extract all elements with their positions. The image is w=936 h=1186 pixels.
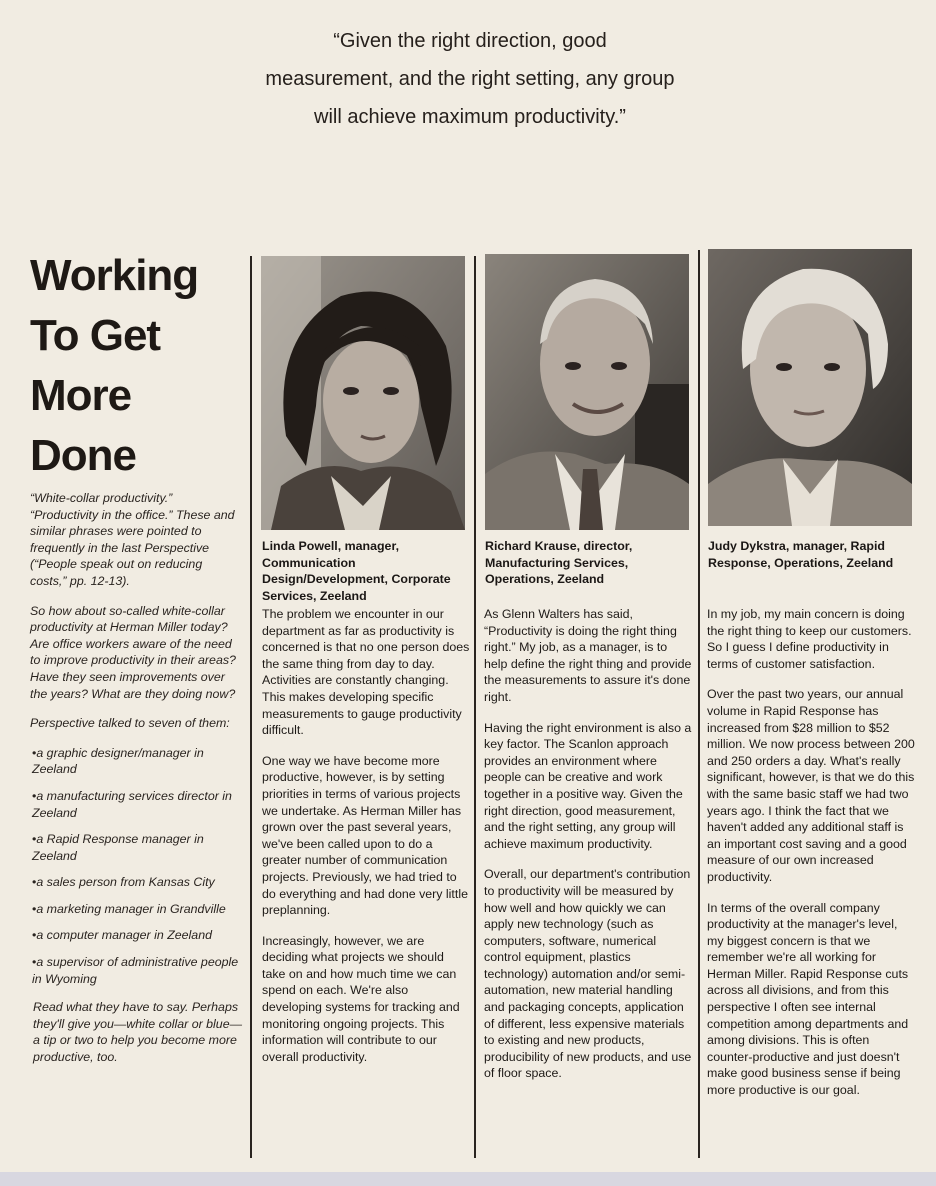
profile-paragraph: The problem we encounter in our department as far as productivity is concerned is that no one person does the same thing from day to day. Activities are constantly changing. This makes developing specific measurements to gauge productivity difficult. (262, 607, 470, 738)
column-rule (474, 256, 476, 1158)
intro-closing: Read what they have to say. Perhaps they'll give you—white collar or blue—a tip or two to help you become more productive, too. (33, 1000, 242, 1065)
page-bottom-edge (0, 1172, 936, 1186)
pull-quote-line: measurement, and the right setting, any group (265, 68, 675, 90)
profile-caption: Richard Krause, director, Manufacturing Services, Operations, Zeeland (485, 539, 633, 587)
profile-paragraph: Over the past two years, our annual volume in Rapid Response has increased from $28 million to $52 million. We now process between 200 and 250 orders a day. What's really significant, however, is that we do this with the same basic staff we had two years ago. I think the fact that we haven't added any additional staff is an important cost saving and a good measure of our own increased productivity. (707, 687, 915, 884)
profile-caption: Judy Dykstra, manager, Rapid Response, Operations, Zeeland (708, 539, 894, 570)
headline-line: Done (30, 431, 136, 480)
portrait-photo-linda-powell (261, 256, 465, 530)
column-rule (250, 256, 252, 1158)
pull-quote-line: “Given the right direction, good (333, 30, 607, 52)
column-rule (698, 250, 700, 1158)
intro-column (30, 490, 242, 1079)
intro-paragraph: Perspective talked to seven of them: (30, 716, 230, 731)
intro-paragraph: “White-collar productivity.” “Productivity in the office.” These and similar phrases were pointed to frequently in the last Perspective (“People speak out on reducing costs,” pp. 12-13). (30, 491, 235, 588)
intro-paragraph: So how about so-called white-collar productivity at Herman Miller today? Are office workers aware of the need to improve productivity in their areas? Have they seen improvements over the years? What are they doing now? (30, 603, 236, 701)
headline-line: More (30, 371, 132, 420)
profile-body (262, 606, 470, 1079)
profile-body (484, 606, 692, 1096)
profile-paragraph: In terms of the overall company productivity at the manager's level, my biggest concern is that we remember we're all working for Herman Miller. Rapid Response cuts across all divisions, and from this perspective I often see internal competition among departments and among divisions. This is often counter-productive and just doesn't make good business sense if being more productive is our goal. (707, 900, 909, 1098)
list-item: •a marketing manager in Grandville (32, 901, 226, 916)
profile-paragraph: In my job, my main concern is doing the right thing to keep our customers. So I guess I define productivity in terms of customer satisfaction. (707, 607, 912, 671)
headline-line: To Get (30, 311, 161, 360)
headline-line: Working (30, 251, 199, 300)
interviewee-list (30, 745, 242, 988)
profile-paragraph: Overall, our department's contribution to productivity will be measured by how well and how quickly we can apply new technology (such as computers, software, numerical control equipment, plastics technology) automation and/or semi-automation, new material handling and packaging concepts, application of different, less expensive materials to existing and new products, producibility of new products, and use of floor space. (484, 867, 692, 1081)
list-item: •a manufacturing services director in Zeeland (32, 788, 232, 820)
list-item: •a Rapid Response manager in Zeeland (32, 832, 204, 863)
pull-quote-line: will achieve maximum productivity.” (314, 106, 626, 128)
profile-paragraph: Increasingly, however, we are deciding what projects we should take on and how much time we can spend on each. We're also developing systems for tracking and monitoring ongoing projects. This information will contribute to our overall productivity. (262, 933, 460, 1064)
profile-paragraph: One way we have become more productive, however, is by setting priorities in terms of various projects we undertake. As Herman Miller has grown over the past several years, we've been called upon to do a greater number of communication projects. Previously, we had tried to do everything and had done very little preplanning. (262, 753, 468, 918)
list-item: •a supervisor of administrative people in Wyoming (32, 955, 239, 986)
profile-body (707, 606, 917, 1113)
list-item: •a computer manager in Zeeland (32, 928, 212, 943)
list-item: •a graphic designer/manager in Zeeland (32, 745, 204, 777)
profile-paragraph: Having the right environment is also a key factor. The Scanlon approach provides an environment where people can be creative and work together in a positive way. Given the right direction, good measurement, and the right setting, any group will achieve maximum productivity. (484, 720, 692, 851)
list-item: •a sales person from Kansas City (32, 875, 215, 890)
portrait-photo-richard-krause (485, 254, 689, 530)
pull-quote (200, 22, 740, 136)
profile-paragraph: As Glenn Walters has said, “Productivity is doing the right thing right.” My job, as a manager, is to help define the right thing and provide the measurements to assure it's done right. (484, 607, 692, 704)
article-headline (30, 246, 245, 486)
portrait-photo-judy-dykstra (708, 249, 912, 526)
profile-caption: Linda Powell, manager, Communication Design/Development, Corporate Services, Zeeland (262, 539, 451, 603)
